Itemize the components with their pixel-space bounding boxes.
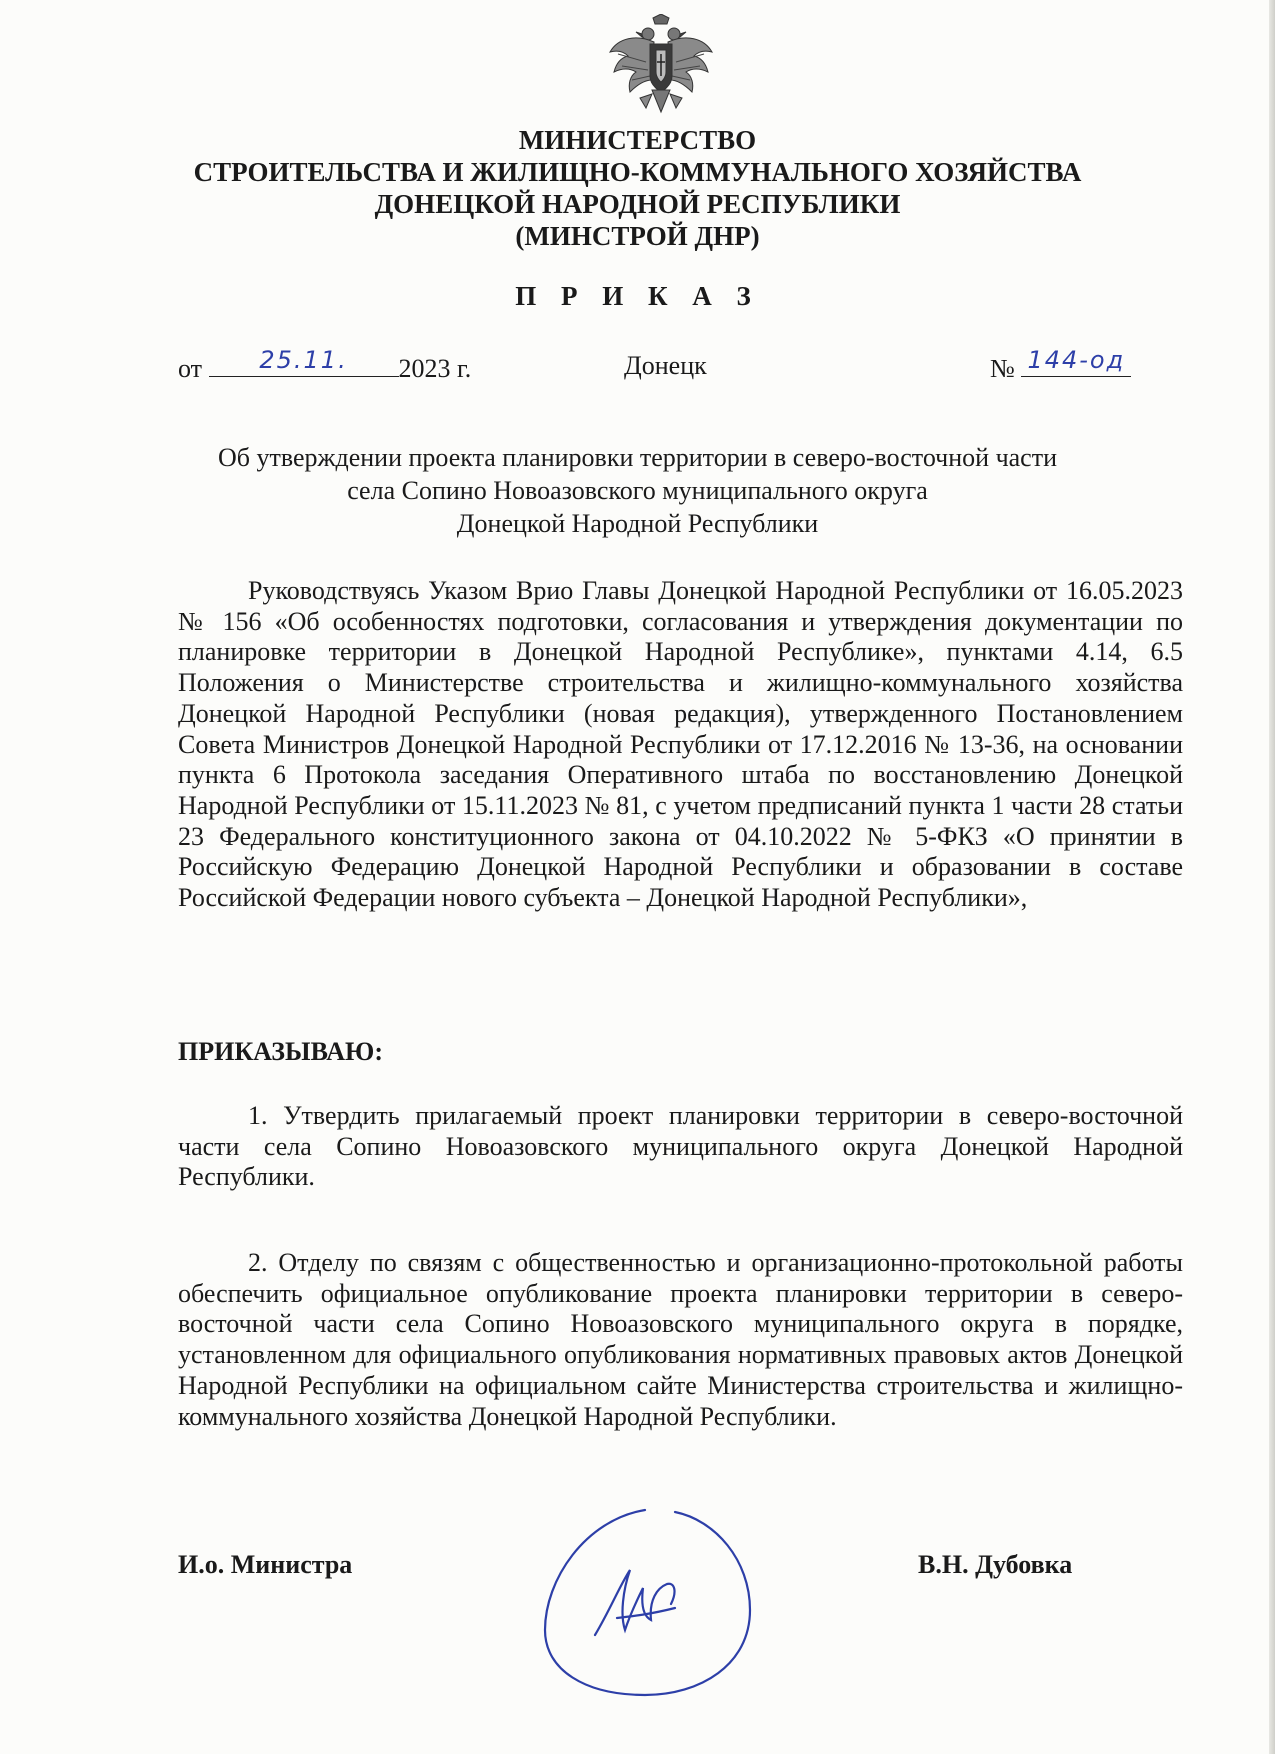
number-handwritten: 144-од xyxy=(1027,346,1126,374)
order-date xyxy=(178,346,472,385)
order-item-2-text: 2. Отделу по связям с общественностью и организационно-протокольной работы обеспечить официальное опубликование проекта планировки территории в северо-восточной части села Сопино Новоазовского муниципального округа в порядке, установленном для официального опубликования нормативных правовых актов Донецкой Народной Республики на официальном сайте Министерства строительства и жилищно-коммунального хозяйства Донецкой Народной Республики. xyxy=(178,1248,1183,1431)
subject-line-2: села Сопино Новоазовского муниципального округа xyxy=(347,476,928,505)
signatory-name: В.Н. Дубовка xyxy=(918,1550,1073,1579)
ministry-header xyxy=(0,124,1275,252)
city: Донецк xyxy=(624,351,707,380)
order-item-1-text: 1. Утвердить прилагаемый проект планировки территории в северо-восточной части села Сопино Новоазовского муниципального округа Донецкой Народной Республики. xyxy=(178,1101,1183,1192)
document-type-title: П Р И К А З xyxy=(515,281,760,311)
date-handwritten: 25.11. xyxy=(259,346,348,374)
signatory-position: И.о. Министра xyxy=(178,1550,353,1579)
number-label: № xyxy=(990,354,1015,383)
preamble-paragraph xyxy=(178,576,1183,914)
subject-line-1: Об утверждении проекта планировки территории в северо-восточной части xyxy=(218,443,1057,472)
coat-of-arms-eagle-icon xyxy=(606,14,716,124)
order-number xyxy=(990,346,1131,385)
order-word: ПРИКАЗЫВАЮ: xyxy=(178,1037,383,1066)
date-field xyxy=(209,346,399,377)
header-line-2: СТРОИТЕЛЬСТВА И ЖИЛИЩНО-КОММУНАЛЬНОГО ХОЗЯЙСТВА xyxy=(193,157,1082,187)
order-item-2 xyxy=(178,1248,1183,1432)
header-line-3: ДОНЕЦКОЙ НАРОДНОЙ РЕСПУБЛИКИ xyxy=(374,189,901,219)
header-line-4: (МИНСТРОЙ ДНР) xyxy=(515,221,760,251)
order-item-1 xyxy=(178,1101,1183,1193)
order-subject xyxy=(0,441,1275,540)
scan-edge-shadow xyxy=(1269,0,1275,1754)
header-line-1: МИНИСТЕРСТВО xyxy=(518,125,757,155)
handwritten-signature xyxy=(525,1500,765,1700)
preamble-text: Руководствуясь Указом Врио Главы Донецкой Народной Республики от 16.05.2023 № 156 «Об особенностях подготовки, согласования и утверждения документации по планировке территории в Донецкой Народной Республике», пунктами 4.14, 6.5 Положения о Министерстве строительства и жилищно-коммунального хозяйства Донецкой Народной Республики (новая редакция), утвержденного Постановлением Совета Министров Донецкой Народной Республики от 17.12.2016 № 13-36, на основании пункта 6 Протокола заседания Оперативного штаба по восстановлению Донецкой Народной Республики от 15.11.2023 № 81, с учетом предписаний пункта 1 части 28 статьи 23 Федерального конституционного закона от 04.10.2022 № 5-ФКЗ «О принятии в Российскую Федерацию Донецкой Народной Республики и образовании в составе Российской Федерации нового субъекта – Донецкой Народной Республики», xyxy=(178,576,1183,913)
subject-line-3: Донецкой Народной Республики xyxy=(456,509,819,538)
date-from-label: от xyxy=(178,354,203,383)
number-field xyxy=(1021,346,1131,377)
date-year: 2023 г. xyxy=(398,354,472,383)
